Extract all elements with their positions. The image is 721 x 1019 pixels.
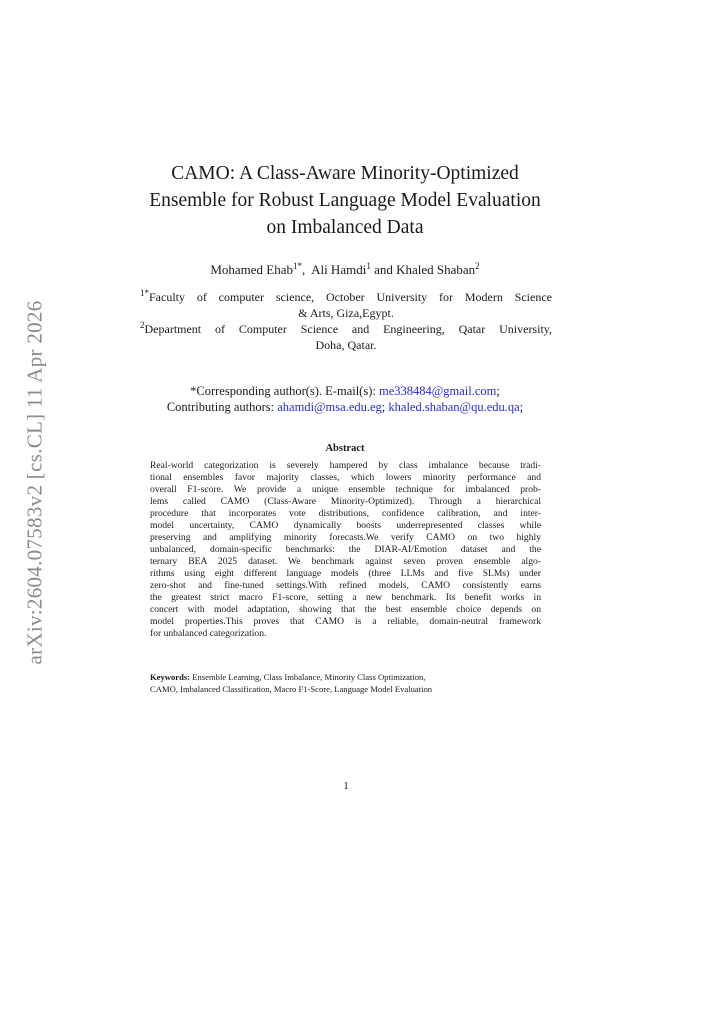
contributing-label: Contributing authors: [166,400,275,414]
abstract-line: the greatest strict macro F1-score, setting a new benchmark. Its benefit works in [150,592,541,603]
affiliation-mark: 1* [140,288,149,298]
title-line-1: CAMO: A Class-Aware Minority-Optimized [171,163,519,184]
author-affil-mark: 2 [475,261,480,271]
arxiv-identifier [15,298,55,666]
keywords-line: CAMO, Imbalanced Classification, Macro F1-Score, Language Model Evaluation [150,684,433,694]
abstract-line: concert with model adaptation, showing that the best ensemble choice depends on [150,604,541,615]
affiliation-line [140,321,552,337]
email-link[interactable]: ahamdi@msa.edu.eg [277,400,382,414]
affiliation-1 [140,289,552,321]
abstract-line: overall F1-score. We provide a unique ensemble technique for imbalanced prob- [150,484,541,495]
paper-title [120,160,570,241]
affiliation-text: Department of Computer Science and Engineering, Qatar University, [144,322,552,336]
abstract-body [150,460,541,640]
abstract-line: ternary BEA 2025 dataset. We benchmark against seven proven ensemble algo- [150,556,541,567]
author-list: Mohamed Ehab$^{1*}$, Ali Hamdi$^1$ and Khaled Shaban$^2$ [210,261,480,277]
arxiv-identifier-text: arXiv:2604.07583v2 [cs.CL] 11 Apr 2026 [22,299,47,665]
title-line-3: on Imbalanced Data [266,217,424,238]
email-link[interactable]: khaled.shaban@qu.edu.qa [388,400,520,414]
keywords-line [150,671,541,683]
title-line-2: Ensemble for Robust Language Model Evaluation [149,190,541,211]
abstract-line: Real-world categorization is severely hampered by class imbalance because tradi- [150,460,541,471]
affiliation-line [140,289,552,305]
affiliation-line: Doha, Qatar. [315,338,377,352]
correspondence-block [120,383,570,415]
corresponding-label: *Corresponding author(s). E-mail(s): [190,384,376,398]
author-name: Mohamed Ehab [210,262,294,277]
affiliation-mark: 2 [140,320,145,330]
keywords-block [150,671,541,695]
contributing-line [120,399,570,415]
author-affil-mark: 1 [366,261,371,271]
abstract-line: rithms using eight different language models (three LLMs and five SLMs) under [150,568,541,579]
abstract-line: model uncertainty, CAMO dynamically boosts underrepresented classes while [150,520,541,531]
page-number: 1 [343,780,349,792]
abstract-line: procedure that incorporates vote distributions, confidence calibration, and inter- [150,508,541,519]
separator: ; [496,384,500,398]
author-name: Ali Hamdi [311,262,367,277]
abstract-heading: Abstract [325,443,365,454]
abstract-line: model properties.This proves that CAMO is a reliable, domain-neutral framework [150,616,541,627]
affiliation-line: & Arts, Giza,Egypt. [298,306,394,320]
abstract-line: zero-shot and fine-tuned settings.With refined models, CAMO consistently earns [150,580,541,591]
abstract-line: unbalanced, domain-specific benchmarks: the DIAR-AI/Emotion dataset and the [150,544,541,555]
keywords-label: Keywords: [150,672,191,682]
affiliation-text: Faculty of computer science, October University for Modern Science [149,290,552,304]
affiliation-2 [140,321,552,353]
author-name: Khaled Shaban [396,262,476,277]
abstract-line: tional ensembles favor majority classes, which lowers minority performance and [150,472,541,483]
abstract-line: lems called CAMO (Class-Aware Minority-Optimized). Through a hierarchical [150,496,541,507]
abstract-line: preserving and amplifying minority forecasts.We verify CAMO on two highly [150,532,541,543]
separator: ; [519,400,524,414]
separator: ; [381,400,386,414]
abstract-line: for unbalanced categorization. [150,628,267,639]
author-affil-mark: 1* [293,261,303,271]
keywords-text: Ensemble Learning, Class Imbalance, Minority Class Optimization, [192,672,426,682]
email-link[interactable]: me338484@gmail.com [378,384,497,398]
author-conjunction: and [374,262,393,277]
corresponding-line [120,383,570,399]
